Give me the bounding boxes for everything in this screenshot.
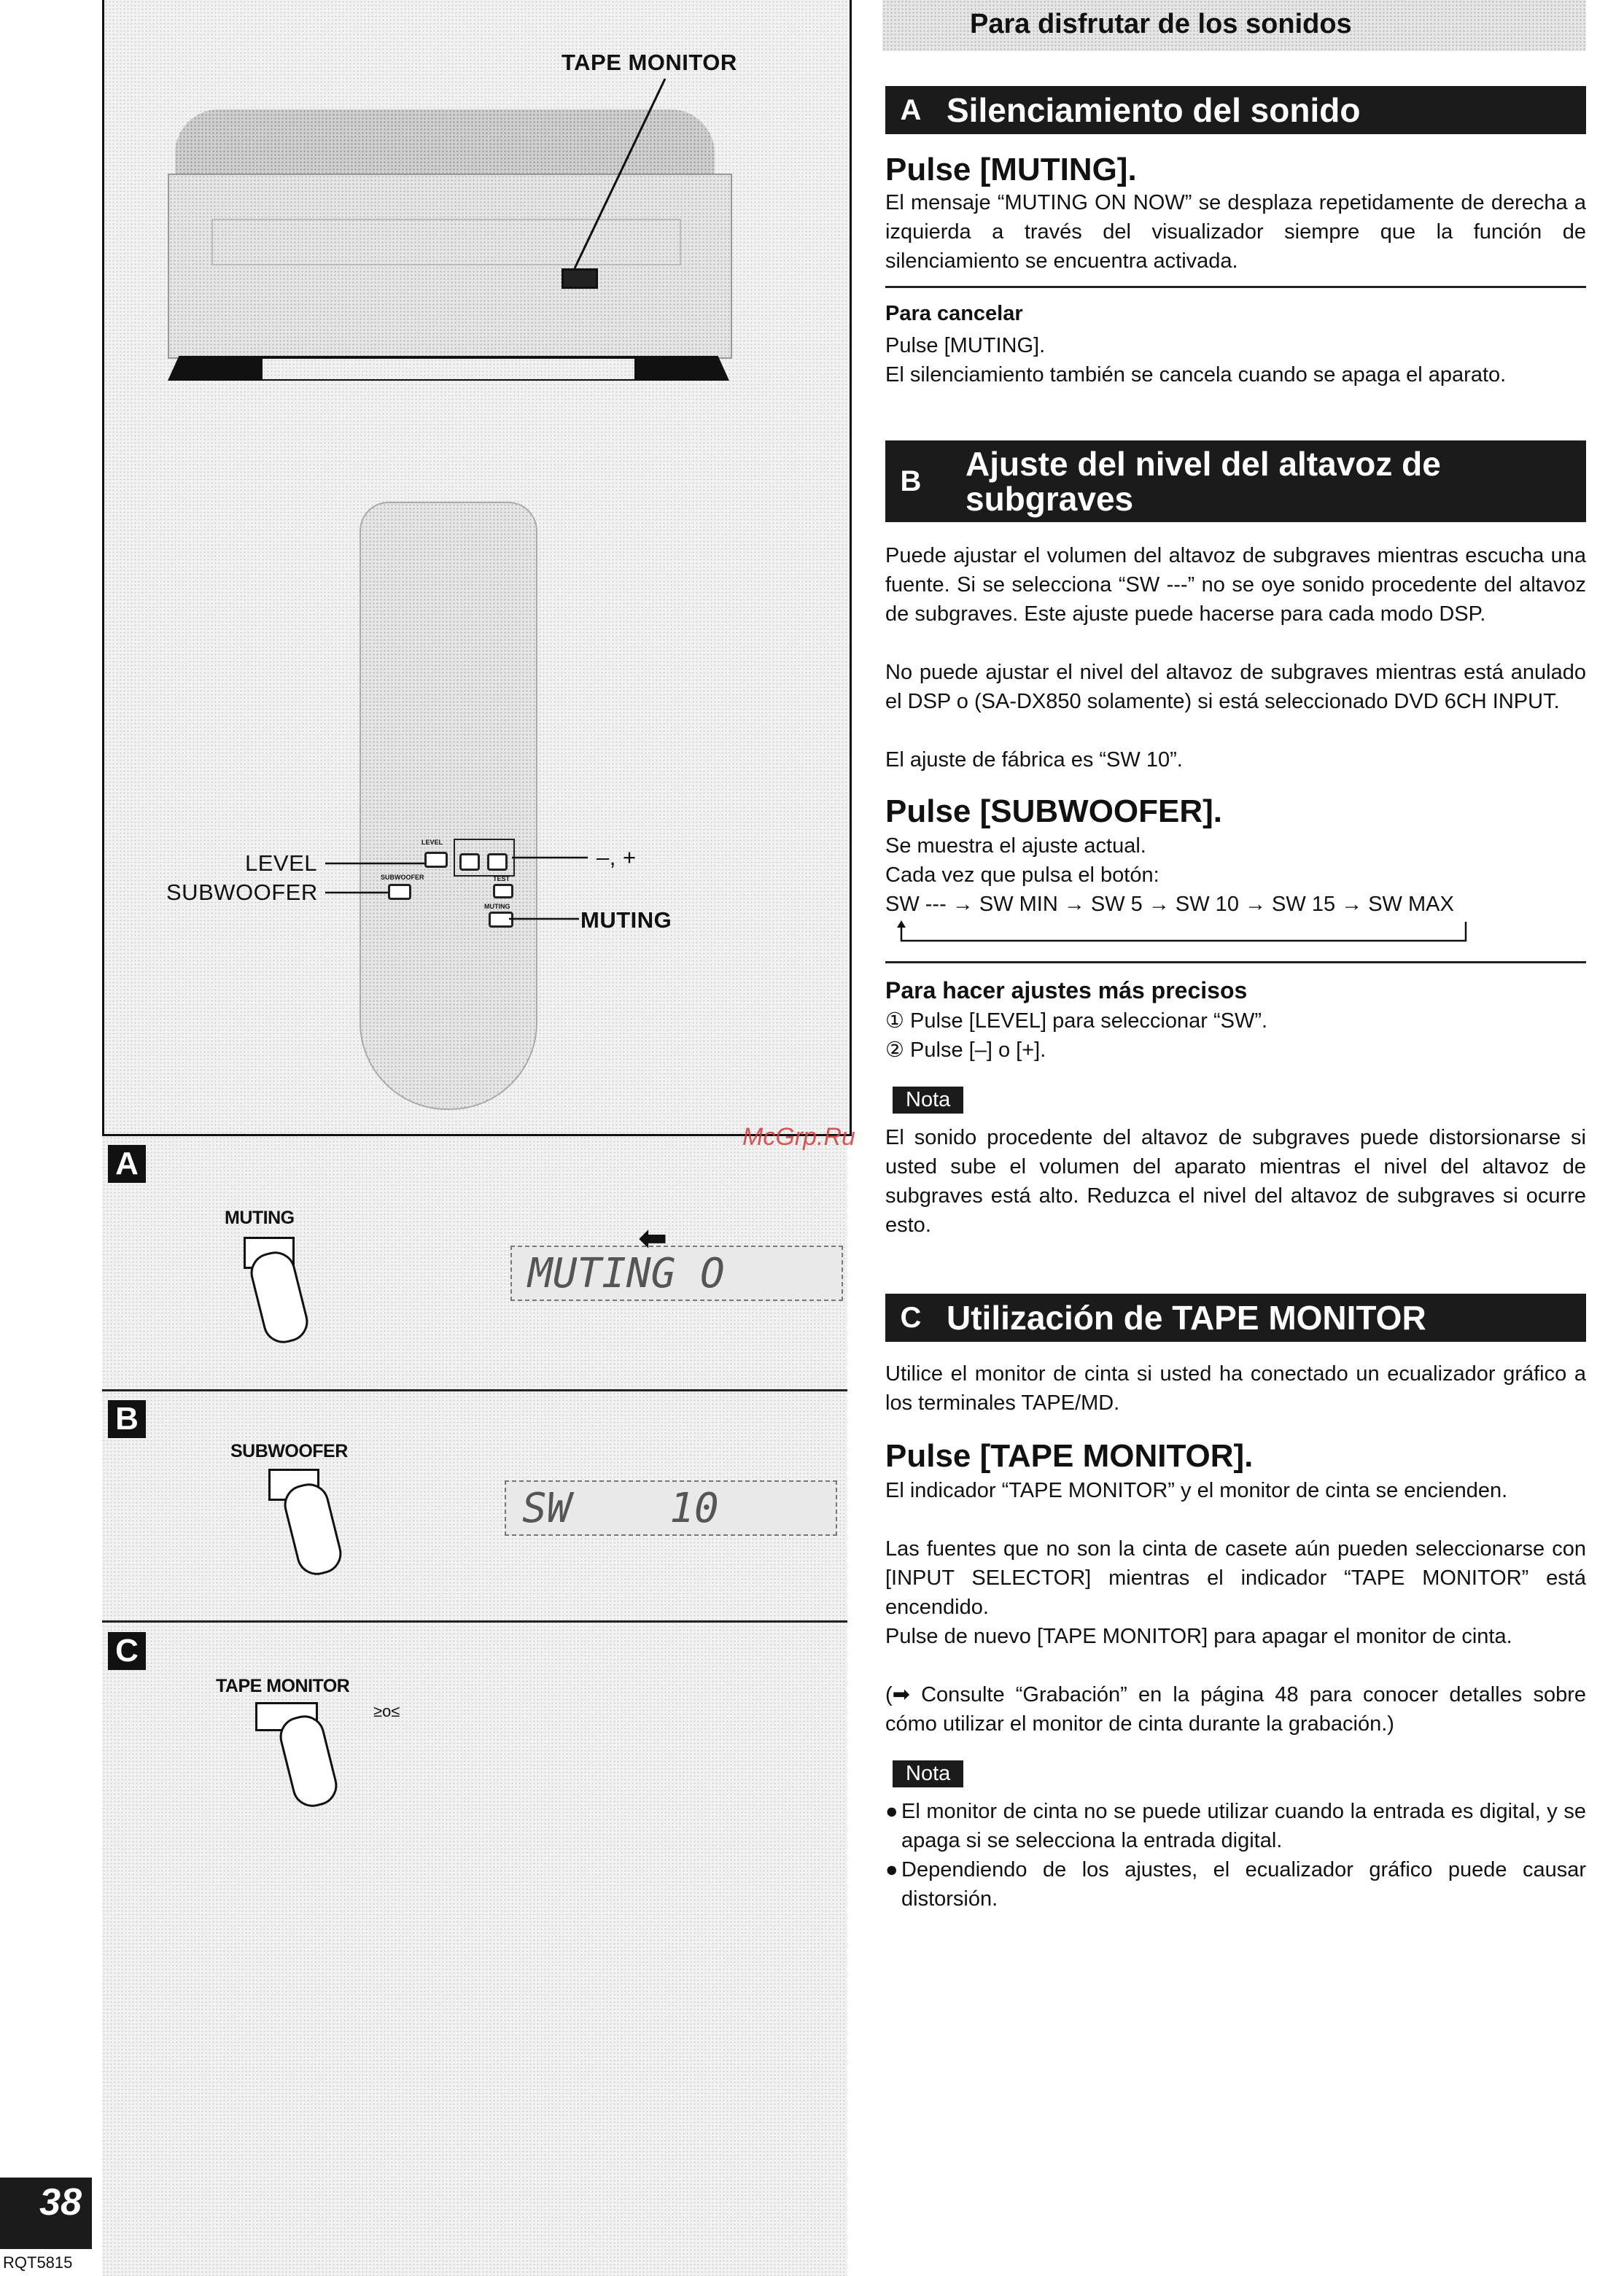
section-b-para1: Puede ajustar el volumen del altavoz de subgraves mientras escucha una fuente. Si se selecciona “SW ---” no se oye sonido procedente del altavoz de subgraves. Este ajuste puede hacerse para cada modo DSP. [885,544,1586,626]
section-b-precise-2: ② Pulse [–] o [+]. [885,1038,1046,1062]
section-b-title-line2: subgraves [966,480,1134,518]
section-b-nota-text: El sonido procedente del altavoz de subgraves puede distorsionarse si usted sube el volumen del aparato mientras el nivel del altavoz de subgraves está alto. Reduzca el nivel del altavoz de subgraves si ocurre esto. [885,1126,1586,1237]
section-b-step: Pulse [SUBWOOFER]. [885,793,1223,829]
remote-small-label-level: LEVEL [421,839,443,846]
section-b-rule [885,961,1586,963]
section-c-reference: (➡ Consulte “Grabación” en la página 48 para conocer detalles sobre cómo utilizar el monitor de cinta durante la grabación.) [885,1683,1586,1736]
panel-b-divider [102,1620,847,1623]
section-c-nota-label: Nota [893,1760,963,1787]
section-b-precise-1: ① Pulse [LEVEL] para seleccionar “SW”. [885,1009,1268,1033]
panel-a-display: MUTING O [510,1246,843,1301]
bullet-dot-icon: ● [885,1800,898,1823]
tape-monitor-callout: TAPE MONITOR [562,50,737,75]
remote-small-label-muting: MUTING [484,903,510,910]
subwoofer-callout: SUBWOOFER [166,879,318,905]
section-b-sequence: SW --- → SW MIN → SW 5 → SW 10 → SW 15 → SW MAX [885,893,1454,916]
section-c-title: Utilización de TAPE MONITOR [947,1299,1426,1337]
section-c-header [885,1294,1586,1342]
sequence-loop-arrow [897,920,1480,947]
section-b-precise-heading: Para hacer ajustes más precisos [885,977,1248,1003]
panel-c-letter: C [108,1632,146,1670]
section-b-nota-label: Nota [893,1087,963,1114]
section-c-bullet-list [885,1797,1586,1914]
panel-a-letter: A [108,1145,146,1183]
page-number: 38 [39,2181,82,2223]
section-c-line1: El indicador “TAPE MONITOR” y el monitor de cinta se encienden. [885,1479,1508,1502]
section-c-bullet2-text: Dependiendo de los ajustes, el ecualizador gráfico puede causar distorsión. [901,1858,1586,1911]
page-header-title: Para disfrutar de los sonidos [970,9,1352,39]
panel-b-display: SW 10 [505,1480,837,1536]
section-c-para1: Las fuentes que no son la cinta de casete aún pueden seleccionarse con [INPUT SELECTOR] mientras el indicador “TAPE MONITOR” está encendido. [885,1537,1586,1619]
section-c-bullet-item [885,1797,1586,1855]
section-b-line2: Cada vez que pulsa el botón: [885,863,1159,887]
remote-leader-lines [0,0,846,1021]
section-a-header [885,86,1586,134]
bullet-dot-icon: ● [885,1858,898,1881]
section-b-letter: B [900,465,922,497]
minus-plus-callout: –, + [597,844,637,870]
panel-a-scroll-arrow-icon: ⬅ [638,1219,668,1258]
section-c-bullet-item [885,1855,1586,1914]
remote-small-label-test: TEST [493,875,510,882]
section-c-intro: Utilice el monitor de cinta si usted ha conectado un ecualizador gráfico a los terminales TAPE/MD. [885,1362,1586,1415]
muting-callout: MUTING [580,907,672,933]
panel-c-button-label: TAPE MONITOR [216,1676,350,1696]
panel-b-button-label: SUBWOOFER [230,1441,348,1461]
level-callout: LEVEL [245,850,318,876]
section-c-bullet1-text: El monitor de cinta no se puede utilizar cuando la entrada es digital, y se apaga si se selecciona la entrada digital. [901,1800,1586,1852]
section-b-line1: Se muestra el ajuste actual. [885,834,1146,858]
section-c-para2: Pulse de nuevo [TAPE MONITOR] para apagar el monitor de cinta. [885,1625,1512,1648]
section-a-letter: A [900,93,922,126]
section-b-title [936,446,1441,516]
steps-panel-background [102,1136,847,2276]
section-c-letter: C [900,1301,922,1334]
section-b-title-line1: Ajuste del nivel del altavoz de [966,445,1441,483]
remote-small-label-subwoofer: SUBWOOFER [381,874,424,881]
watermark-text: McGrp.Ru [742,1123,855,1151]
section-a-cancel-heading: Para cancelar [885,302,1023,325]
panel-a-divider [102,1389,847,1391]
section-a-body: El mensaje “MUTING ON NOW” se desplaza repetidamente de derecha a izquierda a través del visualizador siempre que la función de silenciamiento se encuentra activada. [885,191,1586,273]
panel-c-indicator-icon: ≥o≤ [373,1702,400,1720]
section-a-cancel-line2: El silenciamiento también se cancela cuando se apaga el aparato. [885,363,1507,387]
section-a-rule [885,286,1586,288]
section-c-step: Pulse [TAPE MONITOR]. [885,1438,1254,1474]
section-b-header [885,440,1586,522]
section-b-para3: El ajuste de fábrica es “SW 10”. [885,748,1183,772]
panel-a-button-label: MUTING [225,1208,295,1228]
section-a-step: Pulse [MUTING]. [885,152,1137,187]
document-code: RQT5815 [3,2253,73,2272]
panel-b-letter: B [108,1400,146,1438]
section-b-para2: No puede ajustar el nivel del altavoz de subgraves mientras está anulado el DSP o (SA-DX850 solamente) si está seleccionado DVD 6CH INPUT. [885,661,1586,713]
section-a-cancel-line1: Pulse [MUTING]. [885,334,1046,357]
section-a-title: Silenciamiento del sonido [947,91,1361,129]
